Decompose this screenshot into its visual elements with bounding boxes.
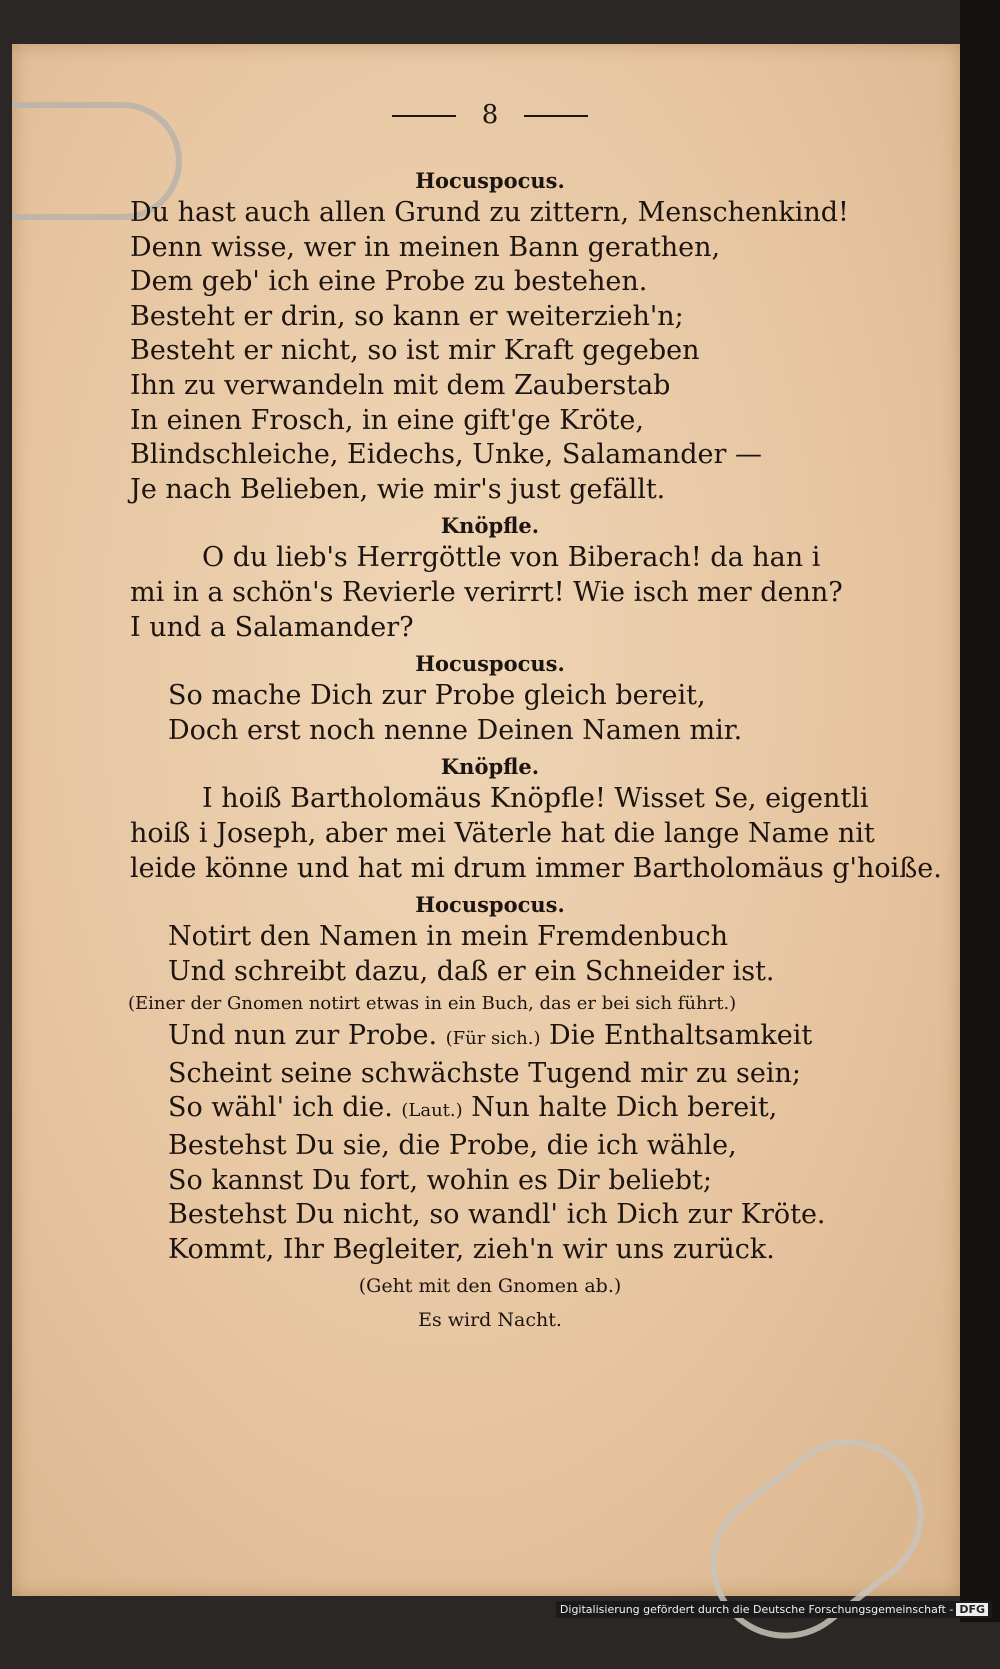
verse-line: Notirt den Namen in mein Fremdenbuch	[168, 921, 729, 953]
prose-line: hoiß i Joseph, aber mei Väterle hat die lange Name nit	[130, 817, 875, 849]
verse-line: Scheint seine schwächste Tugend mir zu sein;	[168, 1057, 802, 1089]
verse-line: So mache Dich zur Probe gleich bereit,	[168, 680, 706, 712]
paper-clip	[680, 1409, 954, 1669]
verse-line: Dem geb' ich eine Probe zu bestehen.	[130, 266, 648, 298]
verse-line: Denn wisse, wer in meinen Bann gerathen,	[130, 231, 721, 263]
verse-line: So wähl' ich die. (Laut.) Nun halte Dich bereit,	[168, 1092, 778, 1124]
verse-line: Du hast auch allen Grund zu zittern, Menschenkind!	[130, 197, 849, 228]
verse-line: So kannst Du fort, wohin es Dir beliebt;	[168, 1164, 712, 1196]
verse-line: Bestehst Du nicht, so wandl' ich Dich zur Kröte.	[168, 1199, 826, 1231]
verse-line: Besteht er drin, so kann er weiterzieh'n;	[130, 300, 684, 332]
prose-line: leide könne und hat mi drum immer Bartholomäus g'hoiße.	[130, 852, 942, 884]
exit-direction: (Geht mit den Gnomen ab.)	[358, 1275, 622, 1298]
verse-line: Blindschleiche, Eidechs, Unke, Salamander —	[130, 439, 763, 471]
prose-line: I und a Salamander?	[130, 611, 414, 643]
verse-line: In einen Frosch, in eine gift'ge Kröte,	[130, 404, 644, 436]
dfg-logo: DFG	[956, 1603, 988, 1616]
verse-line: Und nun zur Probe. (Für sich.) Die Enthaltsamkeit	[168, 1020, 813, 1052]
verse-line: Je nach Belieben, wie mir's just gefällt.	[130, 473, 666, 505]
aside-direction: (Für sich.)	[445, 1028, 541, 1050]
prose-line: O du lieb's Herrgöttle von Biberach! da han i	[202, 542, 821, 574]
verse-line: Ihn zu verwandeln mit dem Zauberstab	[130, 369, 671, 401]
block-4	[130, 752, 942, 886]
scan-border	[960, 0, 1000, 1622]
block-1	[130, 166, 850, 507]
speaker-name: Hocuspocus.	[415, 892, 565, 918]
speaker-name: Hocuspocus.	[415, 651, 565, 677]
prose-line: I hoiß Bartholomäus Knöpfle! Wisset Se, eigentli	[202, 783, 869, 815]
verse-line: Bestehst Du sie, die Probe, die ich wähle,	[168, 1130, 737, 1162]
page-text	[128, 100, 942, 1335]
page-number: 8	[130, 100, 850, 130]
verse-line: Besteht er nicht, so ist mir Kraft gegeben	[130, 335, 700, 367]
verse-line: Kommt, Ihr Begleiter, zieh'n wir uns zurück.	[168, 1233, 775, 1265]
digitization-footer: Digitalisierung gefördert durch die Deutsche Forschungsgemeinschaft - DFG	[556, 1601, 992, 1618]
speaker-name: Knöpfle.	[440, 513, 540, 539]
stage-direction: (Einer der Gnomen notirt etwas in ein Buch, das er bei sich führt.)	[128, 993, 737, 1015]
speaker-name: Knöpfle.	[440, 754, 540, 780]
block-2	[130, 511, 850, 645]
verse-line: Doch erst noch nenne Deinen Namen mir.	[168, 714, 743, 746]
scene-note: Es wird Nacht.	[418, 1309, 562, 1332]
verse-line: Und schreibt dazu, daß er ein Schneider ist.	[168, 955, 775, 987]
prose-line: mi in a schön's Revierle verirrt! Wie isch mer denn?	[130, 576, 843, 608]
aside-direction: (Laut.)	[401, 1100, 463, 1122]
block-5	[130, 890, 850, 1267]
speaker-name: Hocuspocus.	[415, 168, 565, 193]
block-3	[130, 649, 850, 748]
